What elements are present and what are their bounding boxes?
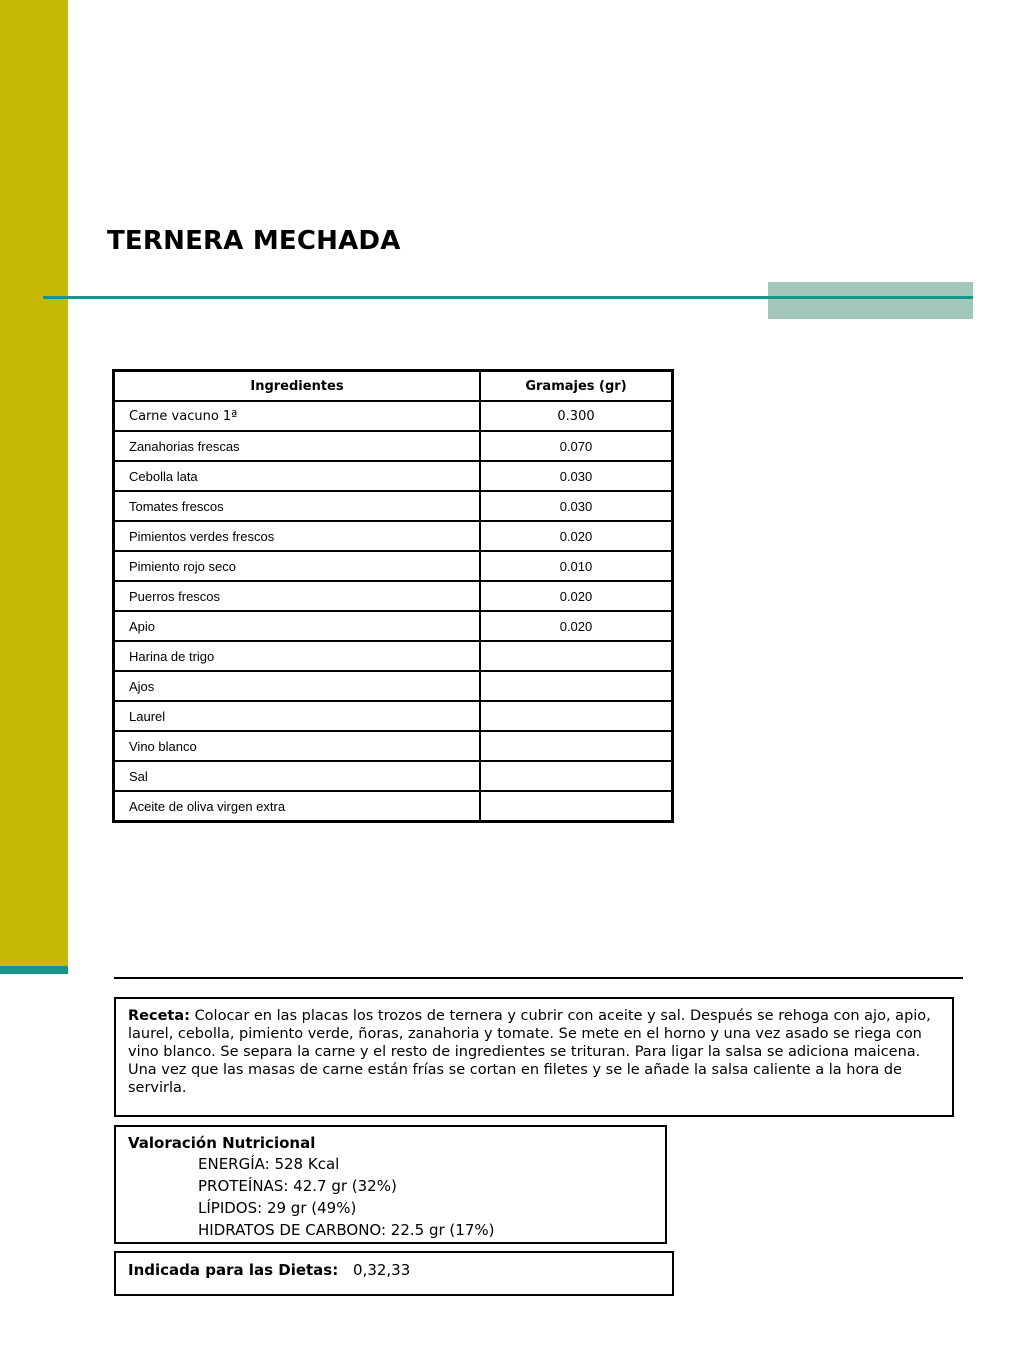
table-row (114, 461, 673, 491)
ingredient-name: Pimiento rojo seco (114, 551, 481, 581)
table-row (114, 641, 673, 671)
ingredient-amount: 0.020 (480, 581, 673, 611)
diets-box (114, 1251, 674, 1296)
ingredient-name: Cebolla lata (114, 461, 481, 491)
column-header-ingredients: Ingredientes (114, 371, 481, 402)
table-row (114, 551, 673, 581)
table-row (114, 401, 673, 431)
ingredient-name: Pimientos verdes frescos (114, 521, 481, 551)
recipe-box (114, 997, 954, 1117)
nutrition-energy: ENERGÍA: 528 Kcal (198, 1155, 340, 1173)
ingredient-name: Sal (114, 761, 481, 791)
accent-block (768, 282, 973, 319)
ingredient-name: Puerros frescos (114, 581, 481, 611)
ingredients-table (112, 369, 674, 823)
ingredient-name: Apio (114, 611, 481, 641)
sidebar-base-line (0, 966, 68, 974)
ingredient-amount: 0.300 (480, 401, 673, 431)
ingredient-amount: 0.010 (480, 551, 673, 581)
ingredient-amount (480, 791, 673, 822)
ingredient-amount: 0.020 (480, 521, 673, 551)
section-divider (114, 977, 963, 979)
recipe-text: Colocar en las placas los trozos de ternera y cubrir con aceite y sal. Después se rehoga con ajo, apio, laurel, cebolla, pimiento verde, ñoras, zanahoria y tomate. Se mete en el horno y una vez asado se riega con vino blanco. Se separa la carne y el resto de ingredientes se trituran. Para ligar la salsa se adiciona maicena. Una vez que las masas de carne están frías se cortan en filetes y se le añade la salsa caliente a la hora de servirla. (128, 1008, 931, 1096)
ingredient-name: Aceite de oliva virgen extra (114, 791, 481, 822)
ingredient-amount (480, 731, 673, 761)
ingredient-amount: 0.030 (480, 491, 673, 521)
table-row (114, 761, 673, 791)
sidebar-bar (0, 0, 68, 968)
ingredient-amount (480, 671, 673, 701)
table-row (114, 671, 673, 701)
table-row (114, 491, 673, 521)
table-header-row (114, 371, 673, 402)
ingredient-name: Laurel (114, 701, 481, 731)
table-row (114, 581, 673, 611)
diets-value: 0,32,33 (353, 1261, 411, 1279)
diets-label: Indicada para las Dietas: (128, 1261, 339, 1279)
ingredient-name: Tomates frescos (114, 491, 481, 521)
ingredient-name: Harina de trigo (114, 641, 481, 671)
nutrition-box (114, 1125, 667, 1244)
recipe-label: Receta: (128, 1008, 190, 1024)
page-title: TERNERA MECHADA (107, 226, 401, 256)
nutrition-heading: Valoración Nutricional (128, 1134, 316, 1152)
table-row (114, 701, 673, 731)
ingredient-amount (480, 641, 673, 671)
column-header-amount: Gramajes (gr) (480, 371, 673, 402)
title-underline (43, 296, 973, 299)
nutrition-proteins: PROTEÍNAS: 42.7 gr (32%) (198, 1177, 397, 1195)
table-row (114, 611, 673, 641)
ingredient-amount (480, 701, 673, 731)
ingredient-name: Carne vacuno 1ª (114, 401, 481, 431)
nutrition-carbohydrates: HIDRATOS DE CARBONO: 22.5 gr (17%) (198, 1221, 495, 1239)
table-row (114, 521, 673, 551)
ingredient-name: Ajos (114, 671, 481, 701)
ingredient-name: Vino blanco (114, 731, 481, 761)
ingredient-amount: 0.020 (480, 611, 673, 641)
ingredient-name: Zanahorias frescas (114, 431, 481, 461)
table-row (114, 731, 673, 761)
ingredient-amount: 0.070 (480, 431, 673, 461)
ingredient-amount: 0.030 (480, 461, 673, 491)
table-row (114, 431, 673, 461)
ingredient-amount (480, 761, 673, 791)
nutrition-lipids: LÍPIDOS: 29 gr (49%) (198, 1199, 357, 1217)
table-row (114, 791, 673, 822)
